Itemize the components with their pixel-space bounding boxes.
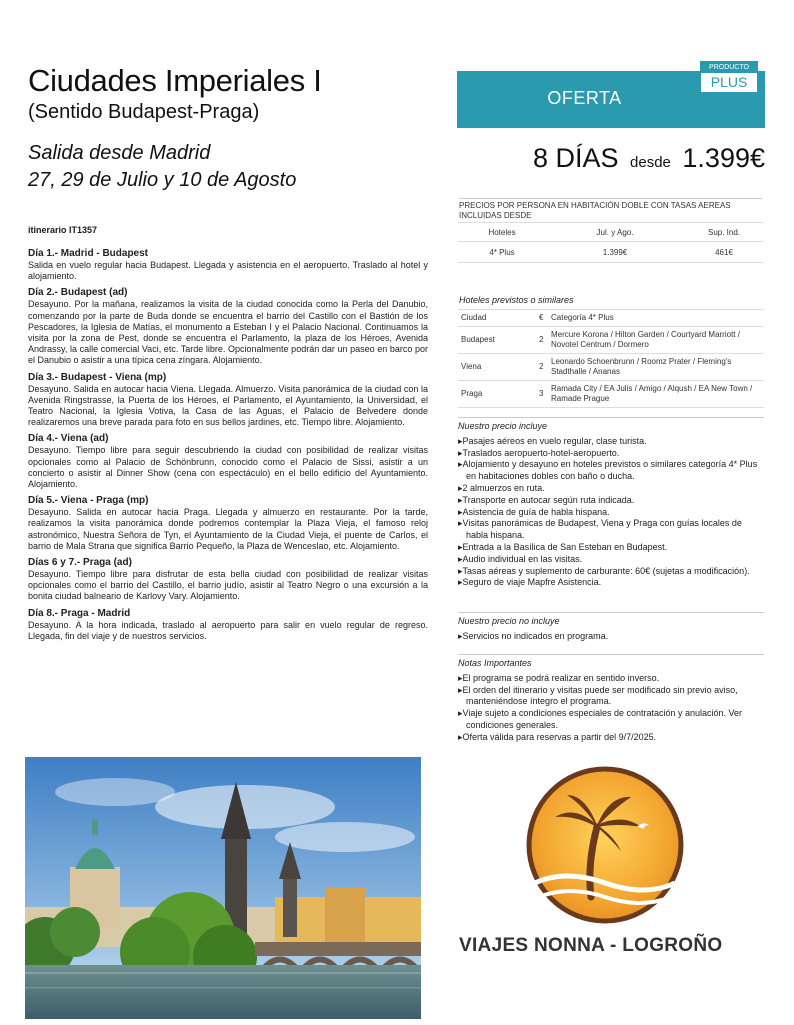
includes-item: ▸Visitas panorámicas de Budapest, Viena y Praga con guías locales de habla hispana. <box>458 518 742 541</box>
day-description: Desayuno. Tiempo libre para disfrutar de esta bella ciudad con posibilidad de realizar visitas opcionales como el barrio del Castillo, el barrio judío, asistir al Teatro Negro o una excursión a la bonita ciudad balneario de Karlovy Vary. Alojamiento. <box>28 569 428 602</box>
hotels-table <box>458 309 764 408</box>
hotels-header-row <box>458 310 764 327</box>
includes-item: ▸Tasas aéreas y suplemento de carburante: 60€ (sujetas a modificación). <box>458 565 750 576</box>
bullet-icon: ▸ <box>458 684 463 695</box>
excludes-item: ▸Servicios no indicados en programa. <box>458 630 609 641</box>
itinerary-day <box>28 433 428 490</box>
hotel-nights: 2 <box>536 327 548 354</box>
day-title: Día 2.- Budapest (ad) <box>28 287 128 299</box>
includes-item: ▸Pasajes aéreos en vuelo regular, clase turista. <box>458 435 647 446</box>
bullet-icon: ▸ <box>458 731 463 742</box>
day-title: Día 8.- Praga - Madrid <box>28 607 131 619</box>
itinerary-day <box>28 495 428 552</box>
hotel-row <box>458 327 764 354</box>
day-title: Día 1.- Madrid - Budapest <box>28 248 149 259</box>
offer-label: OFERTA <box>547 88 622 108</box>
notes-item: ▸Viaje sujeto a condiciones especiales de contratación y anulación. Ver condiciones generales. <box>458 708 743 730</box>
bullet-icon: ▸ <box>458 541 463 552</box>
notes-section <box>458 654 764 744</box>
day-description: Desayuno. Salida en autocar hacia Viena. Llegada. Almuerzo. Visita panorámica de la ciudad con la Avenida Ringstrasse, la Puerta de los Héroes, el Parlamento, el Ayuntamiento, la Universidad, el Teatro Nacional, la Iglesia Votiva, la Casa de las Aguas, el Palacio de Belvedere donde realizaremos una breve parada para foto en sus bellos jardines, etc. Tiempo libre. Alojamiento. <box>28 383 428 428</box>
itinerary <box>28 248 428 647</box>
itinerary-day <box>28 287 428 366</box>
excludes-section <box>458 612 764 643</box>
price-line <box>457 143 765 174</box>
excludes-heading: Nuestro precio no incluye <box>458 612 764 628</box>
includes-heading: Nuestro precio incluye <box>458 417 764 433</box>
bullet-icon: ▸ <box>458 506 463 517</box>
hotel-nights: 3 <box>536 381 548 408</box>
price-col-supplement: Sup. Ind. <box>684 223 764 242</box>
departure-city: Salida desde Madrid <box>28 142 211 164</box>
day-description: Desayuno. A la hora indicada, traslado al aeropuerto para salir en vuelo regular de regreso. Llegada, fin del viaje y de nuestros servicios. <box>28 619 428 641</box>
badge-bottom-label: PLUS <box>710 74 748 90</box>
hotel-city: Viena <box>458 354 536 381</box>
bullet-icon: ▸ <box>458 518 463 529</box>
includes-item: ▸Audio individual en las visitas. <box>458 553 583 564</box>
price-table-row <box>458 242 764 263</box>
bullet-icon: ▸ <box>458 577 463 588</box>
hotel-row <box>458 381 764 408</box>
bullet-icon: ▸ <box>458 672 463 683</box>
bullet-icon: ▸ <box>458 630 463 641</box>
bullet-icon: ▸ <box>458 708 463 719</box>
includes-item: ▸Alojamiento y desayuno en hoteles previstos o similares categoría 4* Plus en habitaciones dobles con baño o ducha. <box>458 459 758 482</box>
includes-item: ▸Transporte en autocar según ruta indicada. <box>458 494 635 505</box>
bullet-icon: ▸ <box>458 459 463 470</box>
page-title: Ciudades Imperiales I <box>28 63 322 98</box>
hotel-city: Budapest <box>458 327 536 354</box>
palm-tree-sunset-logo-icon <box>525 765 685 925</box>
price-hotel-category: 4* Plus <box>458 242 546 263</box>
bullet-icon: ▸ <box>458 482 463 493</box>
price-col-season: Jul. y Ago. <box>546 223 684 242</box>
includes-section <box>458 417 764 589</box>
day-description: Desayuno. Tiempo libre para seguir descubriendo la ciudad con posibilidad de realizar visitas opcionales como al Palacio de Schönbrunn, conocido como el Palacio de Sissi, asistir a un concierto o asistir al Dinner Show (cena con espectáculo) en el bello edificio del Ayuntamiento. Alojamiento. <box>28 445 428 490</box>
includes-item: ▸Asistencia de guía de habla hispana. <box>458 506 610 517</box>
day-description: Desayuno. Por la mañana, realizamos la visita de la ciudad conocida como la Perla del Danubio, comenzando por la parte de Buda donde se encuentra el barrio del Castillo con el Bastión de los Pescadores, la Iglesia de Matías, el monumento a Esteban I y el Palacio Nacional. Continuamos la visita por la zona de Pest, donde se encuentra el Parlamento, la plaza de los Héroes, Avenida Andrassy, la calle comercial Vaci, etc. Tarde libre. Opcionalmente podrán dar un paseo en barco por el Danubio o asistir a una típica cena zíngara. Alojamiento. <box>28 299 428 366</box>
day-description: Desayuno. Salida en autocar hacia Praga. Llegada y almuerzo en restaurante. Por la tarde, realizamos la visita panorámica donde podremos contemplar la Plaza Vieja, el famoso reloj astronómico, Nuestra Señora de Tyn, el Ayuntamiento de la Ciudad Vieja, el puente de Carlos, el barrio de Mala Strana que significa Barrio Pequeño, la Plaza de Wenceslao, etc. Alojamiento. <box>28 507 428 551</box>
notes-item: ▸Oferta válida para reservas a partir del 9/7/2025. <box>458 731 657 742</box>
itinerary-code: itinerario IT1357 <box>28 225 98 235</box>
day-title: Día 4.- Viena (ad) <box>28 433 109 445</box>
notes-item: ▸El orden del itinerario y visitas puede ser modificado sin previo aviso, manteniéndose íntegro el programa. <box>458 684 738 707</box>
badge-top-label: PRODUCTO <box>701 62 757 73</box>
itinerary-day <box>28 372 428 429</box>
bullet-icon: ▸ <box>458 447 463 458</box>
day-description: Salida en vuelo regular hacia Budapest. Llegada y asistencia en el aeropuerto. Traslado al hotel y alojamiento. <box>28 260 428 282</box>
agency-name: VIAJES NONNA - LOGROÑO <box>459 935 723 956</box>
price-table <box>458 222 764 263</box>
hotel-nights: 2 <box>536 354 548 381</box>
bullet-icon: ▸ <box>458 494 463 505</box>
itinerary-day <box>28 248 428 282</box>
hotel-names: Mercure Korona / Hilton Garden / Courtyard Marriott / Novotel Centrum / Dormero <box>548 327 764 354</box>
notes-item: ▸El programa se podrá realizar en sentido inverso. <box>458 672 660 683</box>
bullet-icon: ▸ <box>458 553 463 564</box>
offer-banner <box>457 64 765 128</box>
price-table-note: PRECIOS POR PERSONA EN HABITACIÓN DOBLE CON TASAS AEREAS INCLUIDAS DESDE <box>459 198 762 221</box>
page-subtitle: (Sentido Budapest-Praga) <box>28 101 260 123</box>
trip-days: 8 DÍAS <box>532 143 619 173</box>
day-title: Día 3.- Budapest - Viena (mp) <box>28 371 167 383</box>
price-from-label: desde <box>630 154 671 171</box>
prague-photo <box>25 757 421 1019</box>
bullet-icon: ▸ <box>458 565 463 576</box>
hotels-heading: Hoteles previstos o similares <box>459 295 574 305</box>
producto-plus-badge <box>700 61 758 93</box>
itinerary-day <box>28 608 428 642</box>
bullet-icon: ▸ <box>458 435 463 446</box>
hotel-row <box>458 354 764 381</box>
hotels-col-nights: € <box>536 310 548 327</box>
trip-price: 1.399€ <box>682 143 765 173</box>
hotel-names: Ramada City / EA Julis / Amigo / Alqush / EA New Town / Ramade Prague <box>548 381 764 408</box>
includes-item: ▸Traslados aeropuerto-hotel-aeropuerto. <box>458 447 620 458</box>
includes-item: ▸Entrada a la Basílica de San Esteban en Budapest. <box>458 541 668 552</box>
supplement-value: 461€ <box>684 242 764 263</box>
hotel-names: Leonardo Schoenbrunn / Roomz Prater / Fleming's Stadthalle / Ananas <box>548 354 764 381</box>
day-title: Día 5.- Viena - Praga (mp) <box>28 495 149 507</box>
hotel-city: Praga <box>458 381 536 408</box>
departure-dates: 27, 29 de Julio y 10 de Agosto <box>28 169 297 191</box>
hotels-col-city: Ciudad <box>458 310 536 327</box>
includes-item: ▸2 almuerzos en ruta. <box>458 482 545 493</box>
price-value: 1.399€ <box>546 242 684 263</box>
price-col-hotels: Hoteles <box>458 223 546 242</box>
price-table-header-row <box>458 223 764 242</box>
hotels-col-category: Categoría 4* Plus <box>548 310 764 327</box>
itinerary-day <box>28 557 428 603</box>
includes-item: ▸Seguro de viaje Mapfre Asistencia. <box>458 577 602 588</box>
day-title: Días 6 y 7.- Praga (ad) <box>28 557 132 569</box>
notes-heading: Notas Importantes <box>458 654 764 670</box>
